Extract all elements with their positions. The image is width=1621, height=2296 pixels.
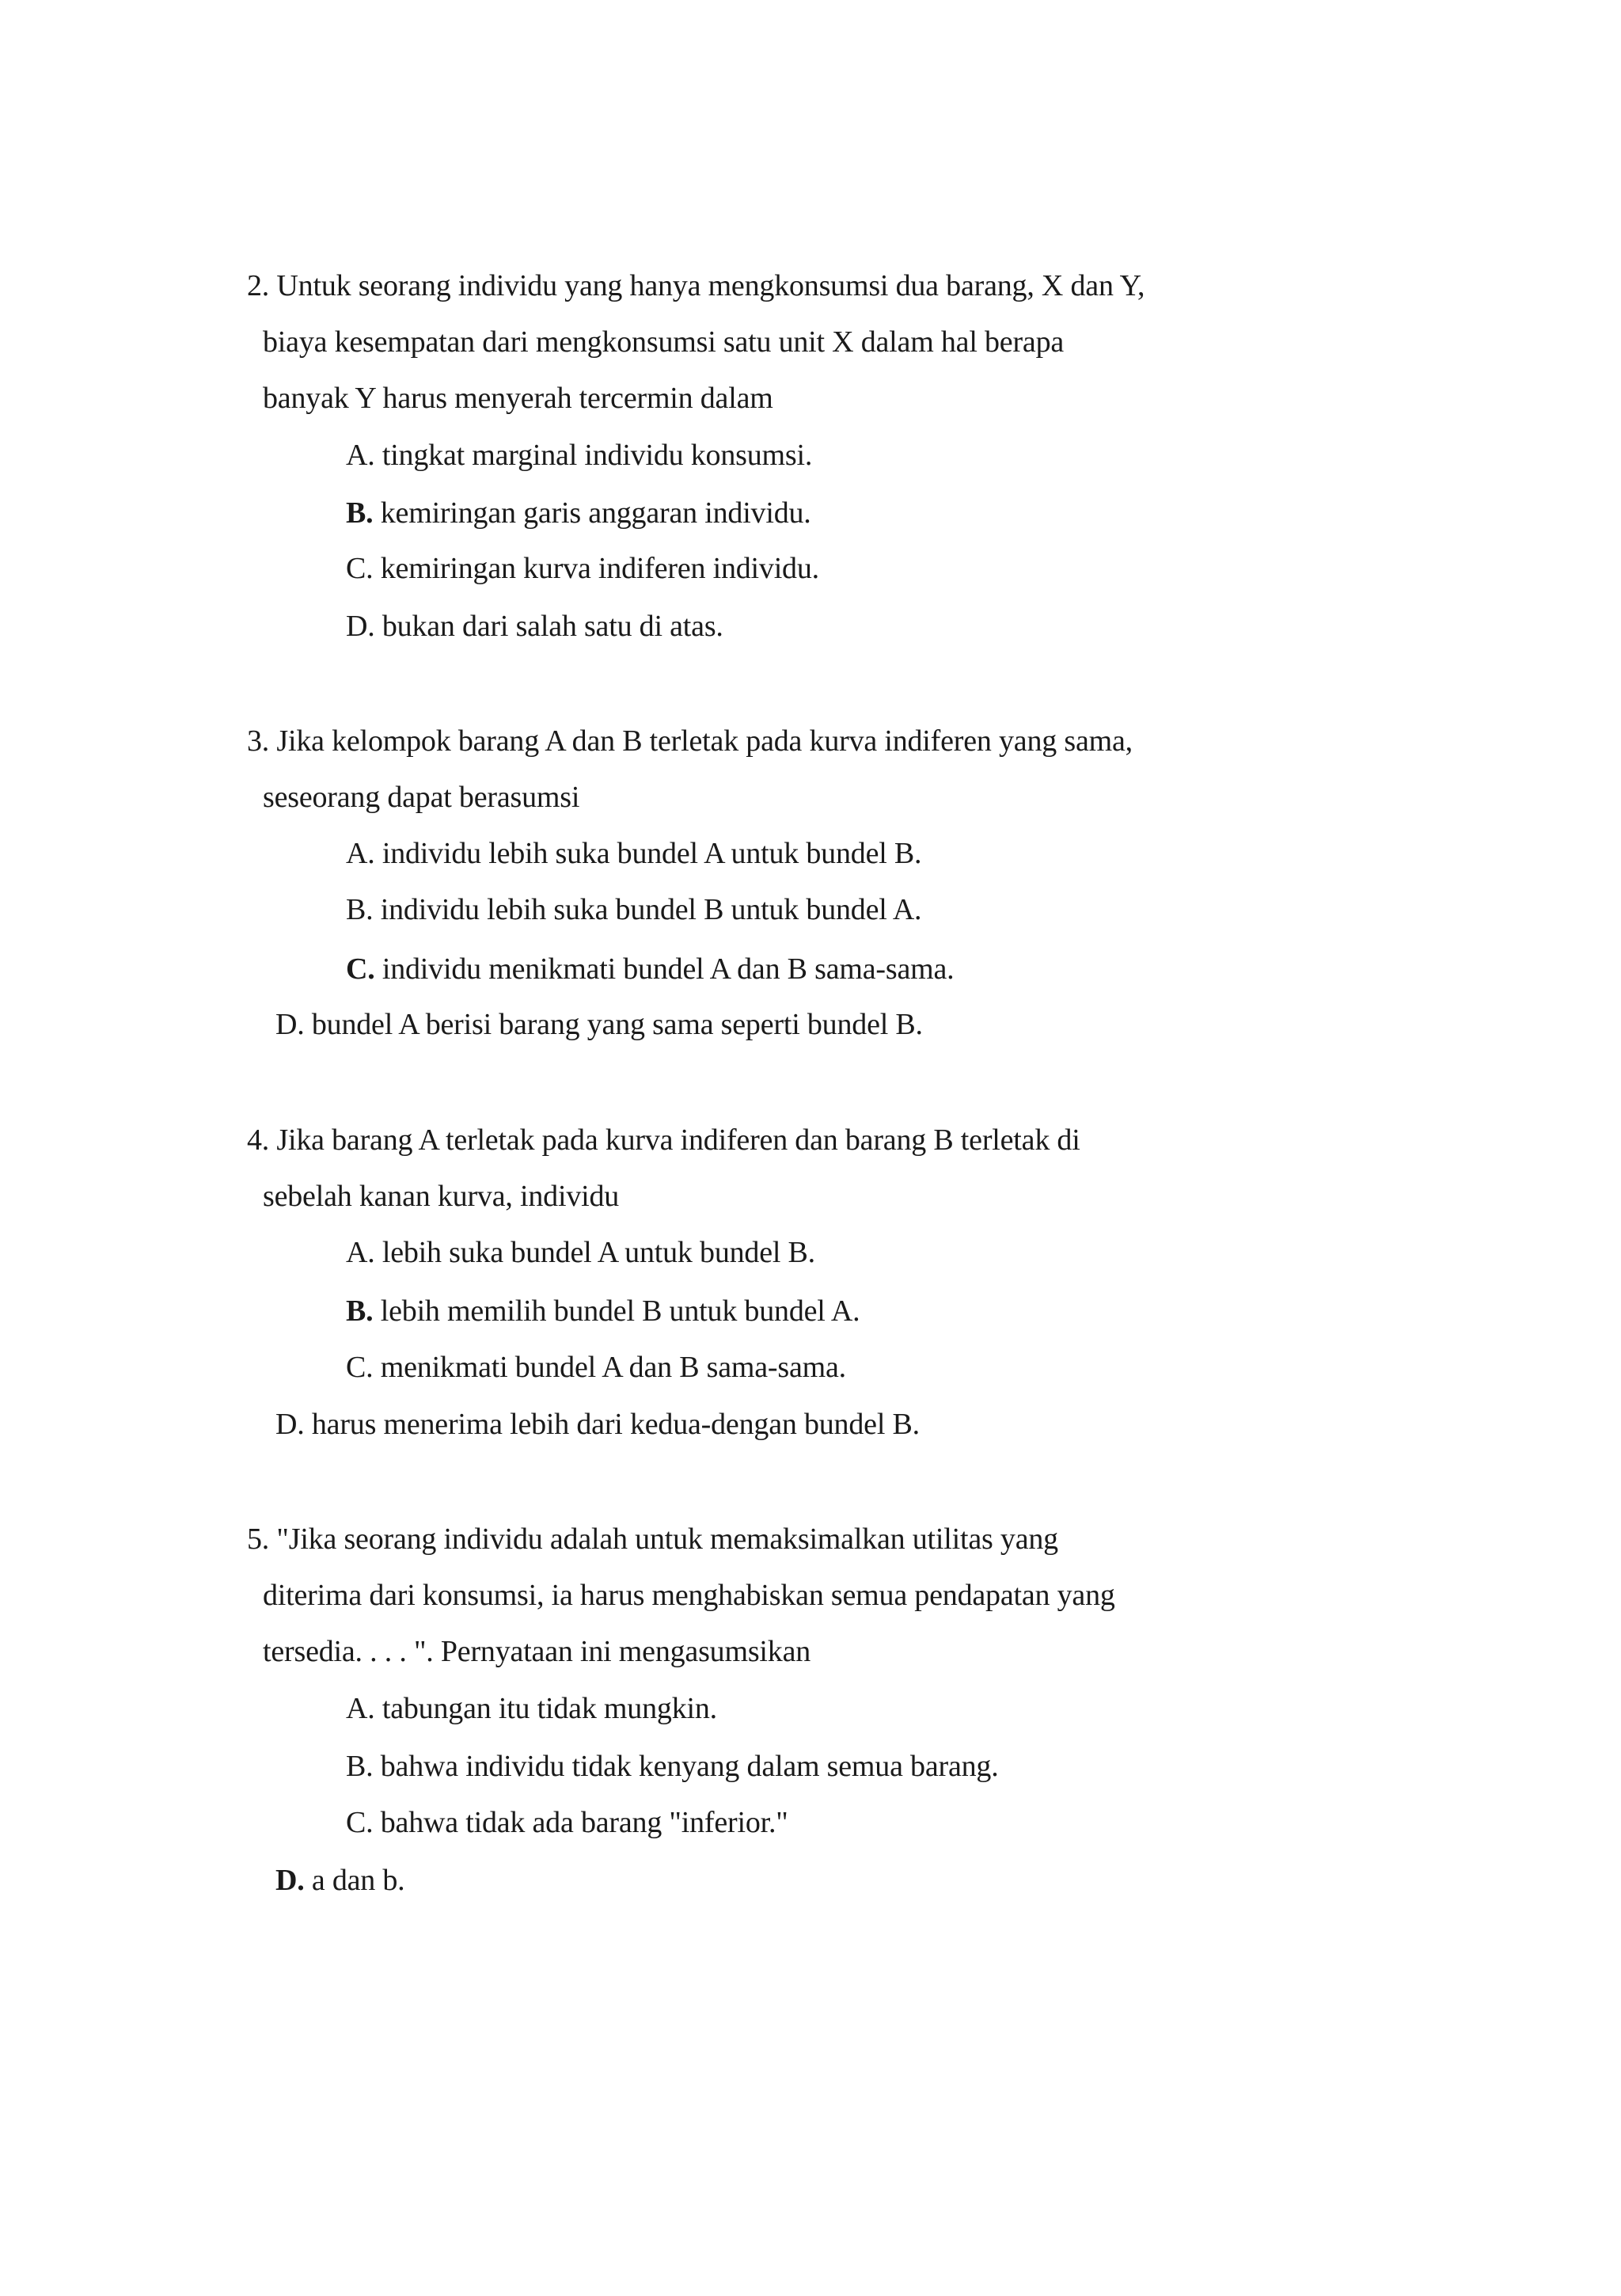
question-3-option-b: B. individu lebih suka bundel B untuk bundel A. xyxy=(346,893,922,926)
question-5-stem-line-3: tersedia. . . . ". Pernyataan ini mengasumsikan xyxy=(263,1635,811,1668)
question-4-number: 4. xyxy=(247,1123,270,1157)
question-2-stem-line-2: biaya kesempatan dari mengkonsumsi satu unit X dalam hal berapa xyxy=(263,325,1065,359)
answer-key-mark: C. xyxy=(346,952,375,986)
question-2-option-c: C. kemiringan kurva indiferen individu. xyxy=(346,552,819,585)
question-4-option-a: A. lebih suka bundel A untuk bundel B. xyxy=(346,1236,815,1269)
question-4-stem-line-1: 4. Jika barang A terletak pada kurva indiferen dan barang B terletak di xyxy=(247,1123,1080,1157)
question-4-option-d: D. harus menerima lebih dari kedua-dengan bundel B. xyxy=(275,1408,920,1441)
answer-key-mark: B. xyxy=(346,1294,374,1328)
question-5-stem-line-2: diterima dari konsumsi, ia harus menghabiskan semua pendapatan yang xyxy=(263,1579,1115,1612)
question-3-option-c: C. individu menikmati bundel A dan B sama-sama. xyxy=(346,952,955,986)
question-3-option-a: A. individu lebih suka bundel A untuk bundel B. xyxy=(346,837,922,870)
question-5-option-c: C. bahwa tidak ada barang "inferior." xyxy=(346,1806,788,1839)
question-4-option-b: B. lebih memilih bundel B untuk bundel A. xyxy=(346,1294,860,1328)
question-5-number: 5. xyxy=(247,1522,270,1556)
question-2-option-d: D. bukan dari salah satu di atas. xyxy=(346,610,723,643)
question-5-stem-line-1: 5. "Jika seorang individu adalah untuk memaksimalkan utilitas yang xyxy=(247,1522,1058,1556)
question-3-option-d: D. bundel A berisi barang yang sama seperti bundel B. xyxy=(275,1008,923,1041)
question-2-number: 2. xyxy=(247,269,270,302)
answer-key-mark: B. xyxy=(346,496,374,530)
question-2-stem-line-3: banyak Y harus menyerah tercermin dalam xyxy=(263,382,773,415)
question-5-option-d: D. a dan b. xyxy=(275,1864,405,1897)
question-2-stem-line-1: 2. Untuk seorang individu yang hanya mengkonsumsi dua barang, X dan Y, xyxy=(247,269,1145,302)
question-4-stem-line-2: sebelah kanan kurva, individu xyxy=(263,1180,620,1213)
question-4-option-c: C. menikmati bundel A dan B sama-sama. xyxy=(346,1351,846,1384)
question-2-option-a: A. tingkat marginal individu konsumsi. xyxy=(346,439,813,472)
question-3-number: 3. xyxy=(247,724,270,758)
question-3-stem-line-2: seseorang dapat berasumsi xyxy=(263,781,580,814)
question-5-option-a: A. tabungan itu tidak mungkin. xyxy=(346,1692,717,1725)
question-5-option-b: B. bahwa individu tidak kenyang dalam semua barang. xyxy=(346,1750,999,1783)
question-3-stem-line-1: 3. Jika kelompok barang A dan B terletak pada kurva indiferen yang sama, xyxy=(247,724,1133,758)
answer-key-mark: D. xyxy=(275,1864,305,1897)
question-2-option-b: B. kemiringan garis anggaran individu. xyxy=(346,496,811,530)
